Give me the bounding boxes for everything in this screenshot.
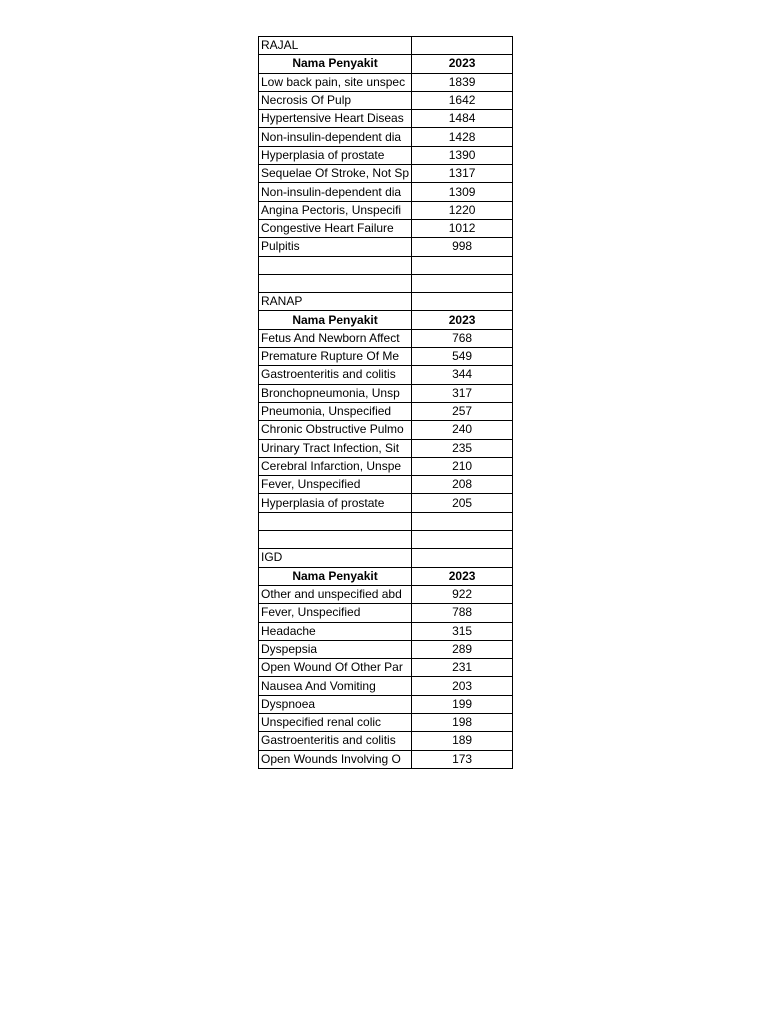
disease-table: [258, 36, 513, 769]
table-row: [259, 439, 513, 457]
count-cell[interactable]: 922: [412, 585, 513, 603]
disease-name-cell[interactable]: Bronchopneumonia, Unsp: [259, 384, 412, 402]
disease-name-cell[interactable]: Other and unspecified abd: [259, 585, 412, 603]
section-title-row: [259, 37, 513, 55]
header-row: [259, 311, 513, 329]
disease-name-cell[interactable]: Fever, Unspecified: [259, 604, 412, 622]
disease-name-cell[interactable]: Open Wound Of Other Par: [259, 659, 412, 677]
header-row: [259, 567, 513, 585]
empty-cell[interactable]: [259, 274, 412, 292]
table-row: [259, 457, 513, 475]
section-title[interactable]: IGD: [259, 549, 412, 567]
disease-name-cell[interactable]: Open Wounds Involving O: [259, 750, 412, 768]
table-row: [259, 219, 513, 237]
count-cell[interactable]: 1220: [412, 201, 513, 219]
table-row: [259, 421, 513, 439]
count-cell[interactable]: 203: [412, 677, 513, 695]
header-disease-name[interactable]: Nama Penyakit: [259, 55, 412, 73]
disease-name-cell[interactable]: Dyspepsia: [259, 640, 412, 658]
disease-name-cell[interactable]: Headache: [259, 622, 412, 640]
count-cell[interactable]: 189: [412, 732, 513, 750]
header-year[interactable]: 2023: [412, 567, 513, 585]
table-row: [259, 494, 513, 512]
count-cell[interactable]: 998: [412, 238, 513, 256]
table-row: [259, 732, 513, 750]
count-cell[interactable]: 788: [412, 604, 513, 622]
count-cell[interactable]: 235: [412, 439, 513, 457]
disease-name-cell[interactable]: Necrosis Of Pulp: [259, 91, 412, 109]
count-cell[interactable]: 173: [412, 750, 513, 768]
table-row: [259, 640, 513, 658]
header-disease-name[interactable]: Nama Penyakit: [259, 567, 412, 585]
table-row: [259, 677, 513, 695]
table-row: [259, 128, 513, 146]
disease-name-cell[interactable]: Nausea And Vomiting: [259, 677, 412, 695]
table-row: [259, 476, 513, 494]
disease-name-cell[interactable]: Congestive Heart Failure: [259, 219, 412, 237]
count-cell[interactable]: 257: [412, 402, 513, 420]
count-cell[interactable]: 199: [412, 695, 513, 713]
empty-cell[interactable]: [412, 37, 513, 55]
count-cell[interactable]: 240: [412, 421, 513, 439]
empty-cell[interactable]: [259, 531, 412, 549]
count-cell[interactable]: 289: [412, 640, 513, 658]
disease-name-cell[interactable]: Cerebral Infarction, Unspe: [259, 457, 412, 475]
count-cell[interactable]: 549: [412, 348, 513, 366]
empty-row: [259, 256, 513, 274]
empty-cell[interactable]: [412, 549, 513, 567]
empty-row: [259, 274, 513, 292]
table-row: [259, 329, 513, 347]
disease-name-cell[interactable]: Hyperplasia of prostate: [259, 146, 412, 164]
disease-name-cell[interactable]: Premature Rupture Of Me: [259, 348, 412, 366]
count-cell[interactable]: 1390: [412, 146, 513, 164]
disease-name-cell[interactable]: Hypertensive Heart Diseas: [259, 110, 412, 128]
count-cell[interactable]: 1012: [412, 219, 513, 237]
section-title-row: [259, 293, 513, 311]
count-cell[interactable]: 317: [412, 384, 513, 402]
disease-name-cell[interactable]: Urinary Tract Infection, Sit: [259, 439, 412, 457]
table-row: [259, 713, 513, 731]
table-row: [259, 384, 513, 402]
table-row: [259, 91, 513, 109]
count-cell[interactable]: 1428: [412, 128, 513, 146]
table-row: [259, 402, 513, 420]
empty-cell[interactable]: [259, 512, 412, 530]
table-row: [259, 183, 513, 201]
disease-name-cell[interactable]: Angina Pectoris, Unspecifi: [259, 201, 412, 219]
disease-name-cell[interactable]: Fever, Unspecified: [259, 476, 412, 494]
disease-name-cell[interactable]: Pulpitis: [259, 238, 412, 256]
table-row: [259, 238, 513, 256]
table-row: [259, 201, 513, 219]
count-cell[interactable]: 208: [412, 476, 513, 494]
header-year[interactable]: 2023: [412, 55, 513, 73]
empty-cell[interactable]: [259, 256, 412, 274]
disease-name-cell[interactable]: Fetus And Newborn Affect: [259, 329, 412, 347]
disease-name-cell[interactable]: Gastroenteritis and colitis: [259, 732, 412, 750]
empty-cell[interactable]: [412, 256, 513, 274]
empty-cell[interactable]: [412, 512, 513, 530]
table-row: [259, 366, 513, 384]
table-row: [259, 750, 513, 768]
disease-name-cell[interactable]: Gastroenteritis and colitis: [259, 366, 412, 384]
header-disease-name[interactable]: Nama Penyakit: [259, 311, 412, 329]
disease-name-cell[interactable]: Non-insulin-dependent dia: [259, 183, 412, 201]
table-row: [259, 73, 513, 91]
section-title-row: [259, 549, 513, 567]
count-cell[interactable]: 1317: [412, 165, 513, 183]
count-cell[interactable]: 205: [412, 494, 513, 512]
count-cell[interactable]: 344: [412, 366, 513, 384]
count-cell[interactable]: 1484: [412, 110, 513, 128]
section-title[interactable]: RAJAL: [259, 37, 412, 55]
table-row: [259, 695, 513, 713]
empty-row: [259, 512, 513, 530]
header-row: [259, 55, 513, 73]
section-title[interactable]: RANAP: [259, 293, 412, 311]
disease-name-cell[interactable]: Unspecified renal colic: [259, 713, 412, 731]
disease-name-cell[interactable]: Pneumonia, Unspecified: [259, 402, 412, 420]
count-cell[interactable]: 768: [412, 329, 513, 347]
count-cell[interactable]: 1309: [412, 183, 513, 201]
table-row: [259, 622, 513, 640]
count-cell[interactable]: 231: [412, 659, 513, 677]
table-row: [259, 585, 513, 603]
header-year[interactable]: 2023: [412, 311, 513, 329]
disease-name-cell[interactable]: Chronic Obstructive Pulmo: [259, 421, 412, 439]
count-cell[interactable]: 1642: [412, 91, 513, 109]
table-row: [259, 146, 513, 164]
count-cell[interactable]: 198: [412, 713, 513, 731]
count-cell[interactable]: 315: [412, 622, 513, 640]
table-row: [259, 604, 513, 622]
disease-name-cell[interactable]: Low back pain, site unspec: [259, 73, 412, 91]
table-row: [259, 348, 513, 366]
table-row: [259, 165, 513, 183]
empty-row: [259, 531, 513, 549]
table-row: [259, 110, 513, 128]
disease-name-cell[interactable]: Hyperplasia of prostate: [259, 494, 412, 512]
disease-name-cell[interactable]: Sequelae Of Stroke, Not Sp: [259, 165, 412, 183]
empty-cell[interactable]: [412, 293, 513, 311]
table-row: [259, 659, 513, 677]
count-cell[interactable]: 1839: [412, 73, 513, 91]
empty-cell[interactable]: [412, 274, 513, 292]
empty-cell[interactable]: [412, 531, 513, 549]
disease-name-cell[interactable]: Dyspnoea: [259, 695, 412, 713]
disease-name-cell[interactable]: Non-insulin-dependent dia: [259, 128, 412, 146]
count-cell[interactable]: 210: [412, 457, 513, 475]
